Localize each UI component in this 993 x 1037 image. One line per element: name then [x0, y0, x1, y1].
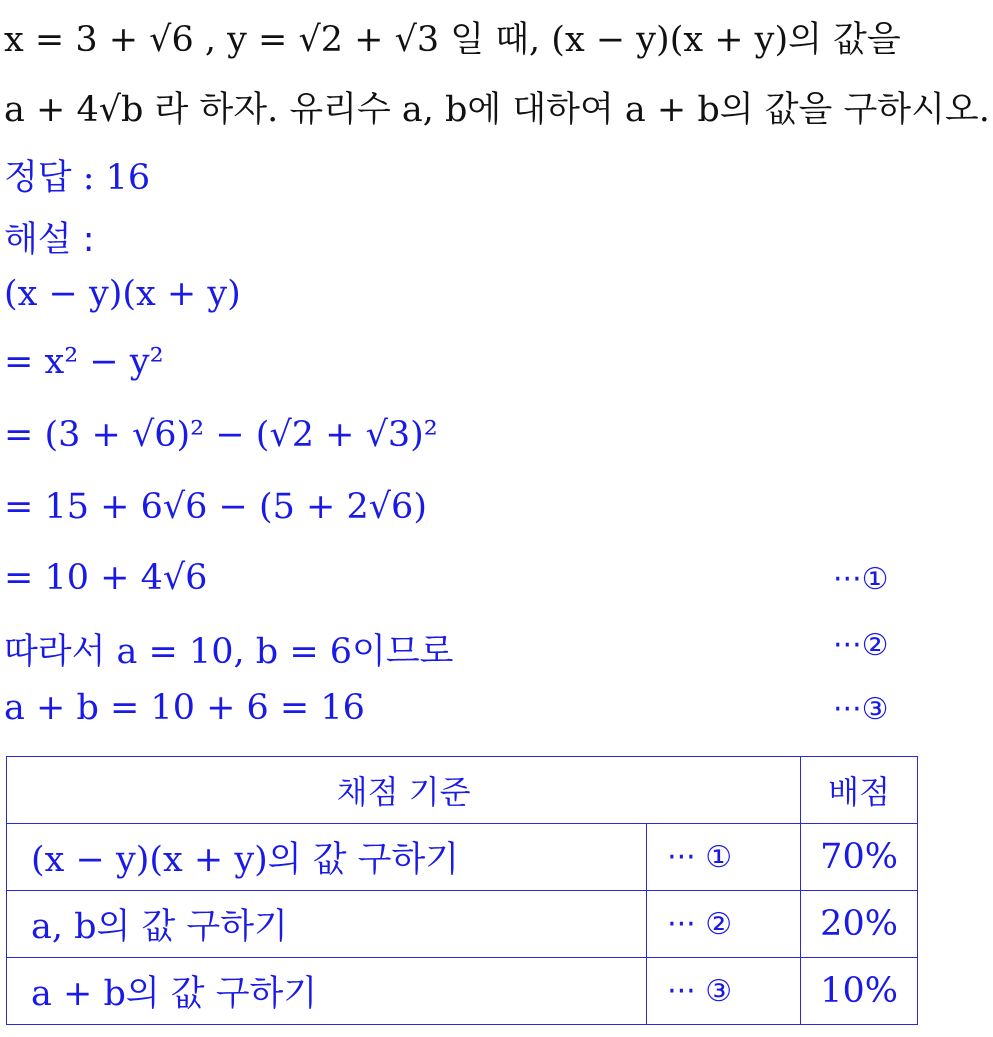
solution-step-4: = 15 + 6√6 − (5 + 2√6) — [4, 487, 427, 527]
table-row — [7, 891, 918, 958]
row-criteria: a, b의 값 구하기 — [7, 891, 647, 958]
row-score: 70% — [801, 824, 918, 891]
step-marker-2: ···② — [833, 628, 889, 663]
row-score: 10% — [801, 958, 918, 1025]
row-criteria: (x − y)(x + y)의 값 구하기 — [7, 824, 647, 891]
table-header-row — [7, 757, 918, 824]
table-row — [7, 958, 918, 1025]
header-criteria: 채점 기준 — [7, 757, 801, 824]
row-marker: ··· ② — [647, 891, 801, 958]
grading-table — [6, 756, 918, 1025]
solution-step-3: = (3 + √6)² − (√2 + √3)² — [4, 415, 438, 455]
row-marker: ··· ① — [647, 824, 801, 891]
answer-label: 정답 : 16 — [4, 158, 151, 198]
solution-step-7: a + b = 10 + 6 = 16 — [4, 688, 365, 728]
solution-step-2: = x² − y² — [4, 342, 164, 382]
step-marker-3: ···③ — [833, 692, 889, 727]
row-criteria: a + b의 값 구하기 — [7, 958, 647, 1025]
solution-step-6: 따라서 a = 10, b = 6이므로 — [4, 632, 454, 672]
step-marker-1: ···① — [833, 562, 889, 597]
solution-step-1: (x − y)(x + y) — [4, 274, 241, 314]
row-marker: ··· ③ — [647, 958, 801, 1025]
question-line-2: a + 4√b 라 하자. 유리수 a, b에 대하여 a + b의 값을 구하시오. — [4, 90, 990, 130]
question-line-1: x = 3 + √6 , y = √2 + √3 일 때, (x − y)(x + y)의 값을 — [4, 20, 901, 60]
explanation-label: 해설 : — [4, 220, 95, 260]
header-score: 배점 — [801, 757, 918, 824]
solution-step-5: = 10 + 4√6 — [4, 558, 208, 598]
table-row — [7, 824, 918, 891]
row-score: 20% — [801, 891, 918, 958]
